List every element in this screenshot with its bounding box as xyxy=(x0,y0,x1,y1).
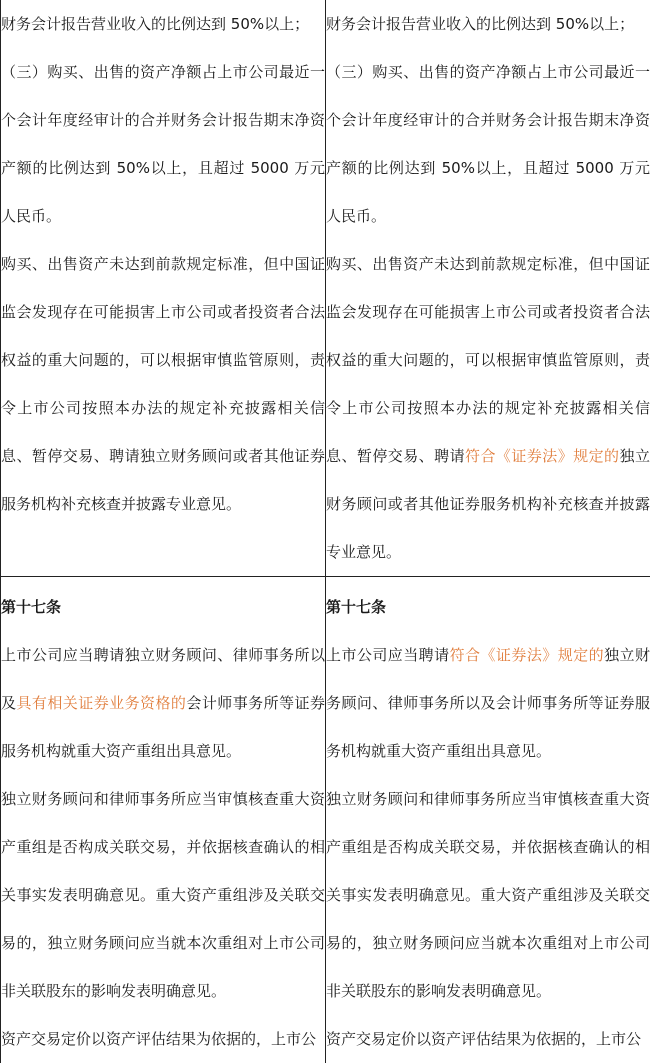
article-heading xyxy=(326,583,650,631)
text-segment: 资产交易定价以资产评估结果为依据的，上市公 xyxy=(1,1030,316,1048)
text-segment: 上市公司应当聘请 xyxy=(326,646,450,664)
text-segment: 独立财务顾问、律师事务所以及会计师事务所等证券服务机构就重大资产重组出具意见。 xyxy=(326,646,650,760)
paragraph xyxy=(326,775,650,1015)
text-segment: 财务会计报告营业收入的比例达到 50%以上； xyxy=(1,15,309,33)
text-segment: 独立财务顾问和律师事务所应当审慎核查重大资产重组是否构成关联交易，并依据核查确认的相关事实发表明确意见。重大资产重组涉及关联交易的，独立财务顾问应当就本次重组对上市公司非关联股东的影响发表明确意见。 xyxy=(326,790,650,1000)
old-text-cell xyxy=(1,577,326,1063)
paragraph xyxy=(326,48,650,240)
text-segment: 财务会计报告营业收入的比例达到 50%以上； xyxy=(326,15,634,33)
old-text-cell xyxy=(1,0,326,577)
text-segment: （三）购买、出售的资产净额占上市公司最近一个会计年度经审计的合并财务会计报告期末净资产额的比例达到 50%以上，且超过 5000 万元人民币。 xyxy=(326,63,650,225)
text-segment: （三）购买、出售的资产净额占上市公司最近一个会计年度经审计的合并财务会计报告期末净资产额的比例达到 50%以上，且超过 5000 万元人民币。 xyxy=(1,63,325,225)
new-text-cell xyxy=(326,577,650,1063)
text-segment: 资产交易定价以资产评估结果为依据的，上市公 xyxy=(326,1030,641,1048)
paragraph xyxy=(1,1015,325,1063)
text-segment: 第十七条 xyxy=(1,598,61,616)
text-segment: 独立财务顾问和律师事务所应当审慎核查重大资产重组是否构成关联交易，并依据核查确认的相关事实发表明确意见。重大资产重组涉及关联交易的，独立财务顾问应当就本次重组对上市公司非关联股东的影响发表明确意见。 xyxy=(1,790,325,1000)
new-text-cell xyxy=(326,0,650,577)
paragraph xyxy=(1,775,325,1015)
table-row xyxy=(1,577,650,1063)
highlighted-change: 具有相关证券业务资格的 xyxy=(16,694,186,712)
text-segment: 购买、出售资产未达到前款规定标准，但中国证监会发现存在可能损害上市公司或者投资者合法权益的重大问题的，可以根据审慎监管原则，责令上市公司按照本办法的规定补充披露相关信息、暂停交易、聘请 xyxy=(326,255,650,465)
paragraph xyxy=(1,631,325,775)
highlighted-change: 符合《证券法》规定的 xyxy=(450,646,604,664)
article-heading xyxy=(1,583,325,631)
paragraph xyxy=(326,631,650,775)
highlighted-change: 符合《证券法》规定的 xyxy=(465,447,619,465)
paragraph xyxy=(1,240,325,528)
text-segment: 购买、出售资产未达到前款规定标准，但中国证监会发现存在可能损害上市公司或者投资者合法权益的重大问题的，可以根据审慎监管原则，责令上市公司按照本办法的规定补充披露相关信息、暂停交易、聘请独立财务顾问或者其他证券服务机构补充核查并披露专业意见。 xyxy=(1,255,325,513)
text-segment: 第十七条 xyxy=(326,598,386,616)
text-segment: 独立财务顾问或者其他证券服务机构补充核查并披露专业意见。 xyxy=(326,447,650,561)
paragraph xyxy=(326,240,650,576)
paragraph xyxy=(326,0,650,48)
paragraph xyxy=(1,48,325,240)
paragraph xyxy=(326,1015,650,1063)
text-segment: 上市公司应当聘请独立财务顾问、律师事务所以及 xyxy=(1,646,325,712)
text-segment: 会计师事务所等证券服务机构就重大资产重组出具意见。 xyxy=(1,694,325,760)
paragraph xyxy=(1,0,325,48)
table-row xyxy=(1,0,650,577)
